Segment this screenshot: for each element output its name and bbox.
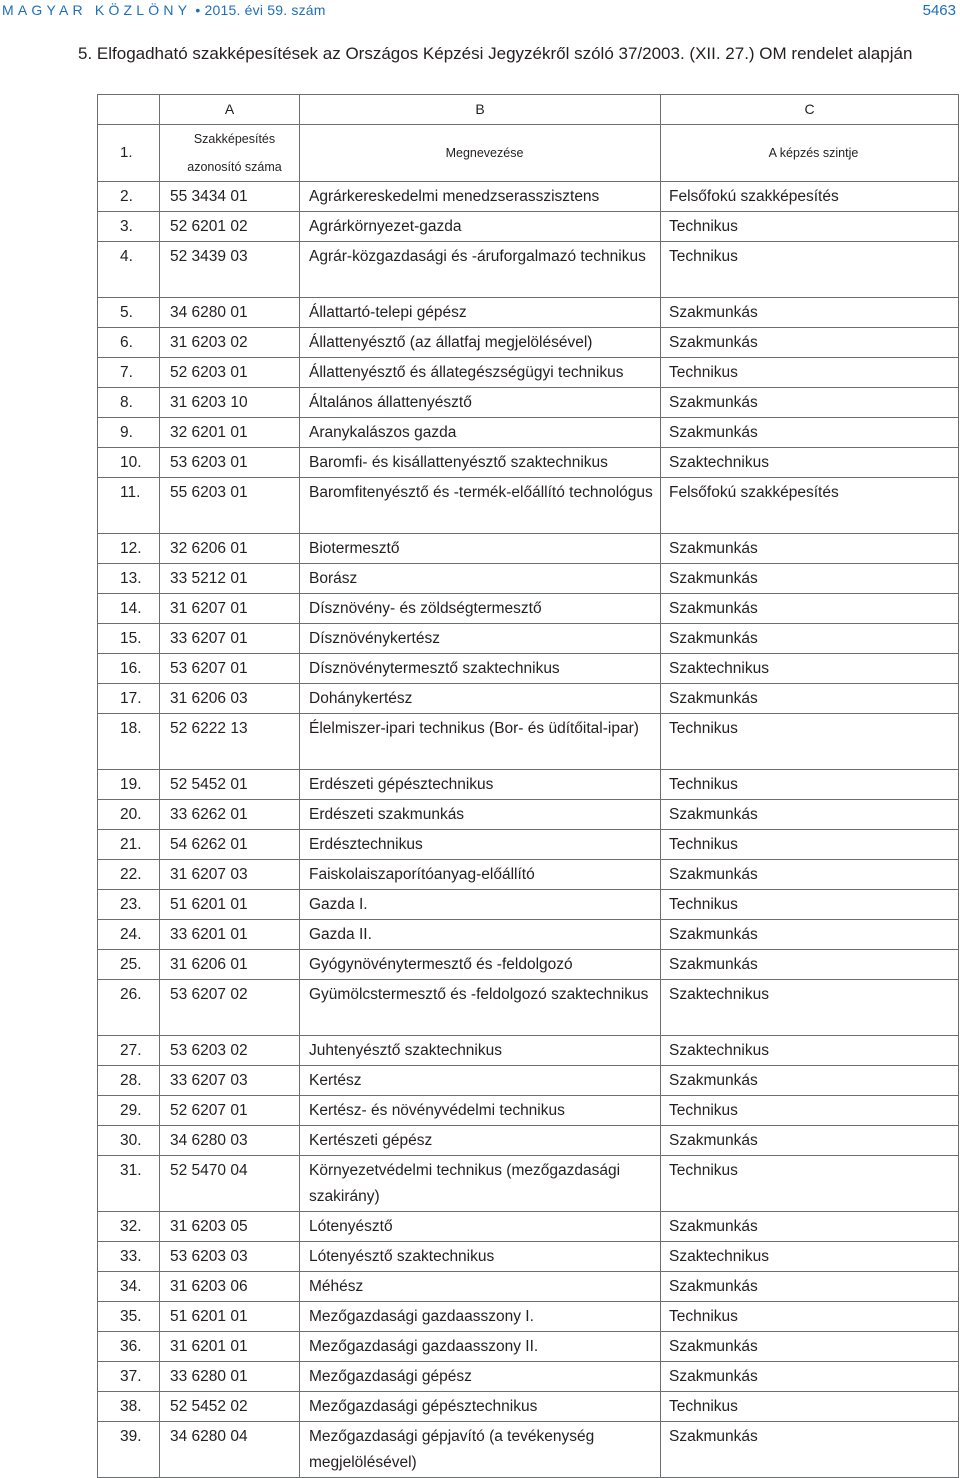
training-level: Szakmunkás xyxy=(661,564,959,594)
journal-title: MAGYAR KÖZLÖNY xyxy=(2,2,192,18)
table-row xyxy=(98,830,959,860)
row-number: 2. xyxy=(98,182,160,212)
qualification-code: 33 6201 01 xyxy=(160,920,300,950)
qualification-name: Agrár-közgazdasági és -áruforgalmazó technikus xyxy=(300,242,661,298)
qualification-name: Baromfitenyésztő és -termék-előállító technológus xyxy=(300,478,661,534)
qualification-name: Dísznövénytermesztő szaktechnikus xyxy=(300,654,661,684)
row-number: 34. xyxy=(98,1272,160,1302)
training-level: Szakmunkás xyxy=(661,534,959,564)
table-row xyxy=(98,448,959,478)
training-level: Szakmunkás xyxy=(661,920,959,950)
training-level: Technikus xyxy=(661,1302,959,1332)
row-number: 21. xyxy=(98,830,160,860)
training-level: Technikus xyxy=(661,1392,959,1422)
qualification-name: Általános állattenyésztő xyxy=(300,388,661,418)
training-level: Felsőfokú szakképesítés xyxy=(661,182,959,212)
training-level: Technikus xyxy=(661,358,959,388)
table-row xyxy=(98,860,959,890)
qualification-code: 31 6207 01 xyxy=(160,594,300,624)
qualification-name: Mezőgazdasági gépjavító (a tevékenység megjelölésével) xyxy=(300,1422,661,1478)
row-number: 19. xyxy=(98,770,160,800)
qualification-code: 54 6262 01 xyxy=(160,830,300,860)
qualification-code: 53 6207 01 xyxy=(160,654,300,684)
table-row xyxy=(98,182,959,212)
page-number: 5463 xyxy=(922,2,956,19)
qualification-name: Mezőgazdasági gépésztechnikus xyxy=(300,1392,661,1422)
qualification-name: Gazda II. xyxy=(300,920,661,950)
qualification-code: 52 6207 01 xyxy=(160,1096,300,1126)
training-level: Technikus xyxy=(661,1096,959,1126)
qualification-name: Erdésztechnikus xyxy=(300,830,661,860)
table-row xyxy=(98,1302,959,1332)
row-number: 20. xyxy=(98,800,160,830)
training-level: Szaktechnikus xyxy=(661,980,959,1036)
table-row xyxy=(98,624,959,654)
table-row xyxy=(98,1096,959,1126)
training-level: Szakmunkás xyxy=(661,1066,959,1096)
qualification-name: Mezőgazdasági gazdaasszony I. xyxy=(300,1302,661,1332)
training-level: Szakmunkás xyxy=(661,388,959,418)
row-number: 12. xyxy=(98,534,160,564)
row-number: 23. xyxy=(98,890,160,920)
column-letter-b: B xyxy=(300,95,661,125)
training-level: Szakmunkás xyxy=(661,624,959,654)
qualification-code: 31 6207 03 xyxy=(160,860,300,890)
qualification-name: Gyümölcstermesztő és -feldolgozó szaktechnikus xyxy=(300,980,661,1036)
qualification-code: 33 6280 01 xyxy=(160,1362,300,1392)
table-row xyxy=(98,1242,959,1272)
training-level: Szakmunkás xyxy=(661,594,959,624)
qualification-name: Erdészeti gépésztechnikus xyxy=(300,770,661,800)
table-row xyxy=(98,714,959,770)
qualification-name: Kertészeti gépész xyxy=(300,1126,661,1156)
training-level: Szaktechnikus xyxy=(661,654,959,684)
training-level: Szakmunkás xyxy=(661,328,959,358)
qualification-name: Méhész xyxy=(300,1272,661,1302)
training-level: Technikus xyxy=(661,770,959,800)
training-level: Szakmunkás xyxy=(661,1212,959,1242)
qualification-name: Élelmiszer-ipari technikus (Bor- és üdítőital-ipar) xyxy=(300,714,661,770)
training-level: Szakmunkás xyxy=(661,860,959,890)
column-letter-c: C xyxy=(661,95,959,125)
qualification-code: 34 6280 04 xyxy=(160,1422,300,1478)
qualification-code: 52 6201 02 xyxy=(160,212,300,242)
table-row xyxy=(98,478,959,534)
training-level: Szakmunkás xyxy=(661,950,959,980)
row-number: 17. xyxy=(98,684,160,714)
qualification-code: 52 5452 02 xyxy=(160,1392,300,1422)
row-number: 30. xyxy=(98,1126,160,1156)
training-level: Technikus xyxy=(661,212,959,242)
journal-info xyxy=(2,2,326,18)
training-level: Technikus xyxy=(661,890,959,920)
row-number: 39. xyxy=(98,1422,160,1478)
qualification-name: Biotermesztő xyxy=(300,534,661,564)
training-level: Szakmunkás xyxy=(661,684,959,714)
training-level: Szaktechnikus xyxy=(661,448,959,478)
row-number: 33. xyxy=(98,1242,160,1272)
row-number: 22. xyxy=(98,860,160,890)
row-number: 15. xyxy=(98,624,160,654)
letter-empty-cell xyxy=(98,95,160,125)
header-row-number: 1. xyxy=(98,125,160,182)
qualification-name: Agrárkereskedelmi menedzserasszisztens xyxy=(300,182,661,212)
qualification-code: 32 6206 01 xyxy=(160,534,300,564)
row-number: 7. xyxy=(98,358,160,388)
qualification-name: Környezetvédelmi technikus (mezőgazdasági szakirány) xyxy=(300,1156,661,1212)
row-number: 35. xyxy=(98,1302,160,1332)
row-number: 18. xyxy=(98,714,160,770)
qualification-code: 33 6207 03 xyxy=(160,1066,300,1096)
row-number: 16. xyxy=(98,654,160,684)
qualification-name: Dohánykertész xyxy=(300,684,661,714)
table-row xyxy=(98,1156,959,1212)
table-row xyxy=(98,358,959,388)
qualification-code: 51 6201 01 xyxy=(160,890,300,920)
row-number: 27. xyxy=(98,1036,160,1066)
table-row xyxy=(98,594,959,624)
qualification-code: 34 6280 01 xyxy=(160,298,300,328)
qualification-name: Lótenyésztő szaktechnikus xyxy=(300,1242,661,1272)
qualification-code: 33 5212 01 xyxy=(160,564,300,594)
qualification-code: 51 6201 01 xyxy=(160,1302,300,1332)
table-header-row xyxy=(98,125,959,182)
qualification-name: Gyógynövénytermesztő és -feldolgozó xyxy=(300,950,661,980)
table-row xyxy=(98,298,959,328)
table-row xyxy=(98,328,959,358)
training-level: Szakmunkás xyxy=(661,1332,959,1362)
qualification-code: 33 6207 01 xyxy=(160,624,300,654)
row-number: 28. xyxy=(98,1066,160,1096)
table-row xyxy=(98,1272,959,1302)
row-number: 37. xyxy=(98,1362,160,1392)
table-row xyxy=(98,1392,959,1422)
qualification-code: 55 3434 01 xyxy=(160,182,300,212)
table-row xyxy=(98,564,959,594)
row-number: 11. xyxy=(98,478,160,534)
qualifications-table xyxy=(97,94,958,1478)
qualification-code: 53 6203 03 xyxy=(160,1242,300,1272)
qualification-code: 32 6201 01 xyxy=(160,418,300,448)
qualification-name: Dísznövénykertész xyxy=(300,624,661,654)
table-row xyxy=(98,1036,959,1066)
qualification-code: 52 3439 03 xyxy=(160,242,300,298)
qualification-name: Állattartó-telepi gépész xyxy=(300,298,661,328)
qualification-name: Erdészeti szakmunkás xyxy=(300,800,661,830)
training-level: Szakmunkás xyxy=(661,1272,959,1302)
qualification-code: 31 6203 10 xyxy=(160,388,300,418)
qualification-code: 52 5470 04 xyxy=(160,1156,300,1212)
qualification-name: Dísznövény- és zöldségtermesztő xyxy=(300,594,661,624)
qualification-name: Gazda I. xyxy=(300,890,661,920)
qualification-code: 31 6203 02 xyxy=(160,328,300,358)
qualification-name: Juhtenyésztő szaktechnikus xyxy=(300,1036,661,1066)
qualification-code: 31 6203 05 xyxy=(160,1212,300,1242)
training-level: Technikus xyxy=(661,714,959,770)
table-row xyxy=(98,388,959,418)
table-row xyxy=(98,654,959,684)
table-row xyxy=(98,418,959,448)
row-number: 9. xyxy=(98,418,160,448)
table-row xyxy=(98,684,959,714)
table-row xyxy=(98,1332,959,1362)
qualification-code: 53 6203 01 xyxy=(160,448,300,478)
row-number: 8. xyxy=(98,388,160,418)
qualification-name: Agrárkörnyezet-gazda xyxy=(300,212,661,242)
training-level: Szakmunkás xyxy=(661,418,959,448)
row-number: 24. xyxy=(98,920,160,950)
column-letter-a: A xyxy=(160,95,300,125)
qualification-code: 33 6262 01 xyxy=(160,800,300,830)
row-number: 5. xyxy=(98,298,160,328)
qualification-name: Állattenyésztő (az állatfaj megjelölésével) xyxy=(300,328,661,358)
qualification-name: Kertész- és növényvédelmi technikus xyxy=(300,1096,661,1126)
training-level: Szakmunkás xyxy=(661,1362,959,1392)
qualification-code: 52 6203 01 xyxy=(160,358,300,388)
table-row xyxy=(98,242,959,298)
row-number: 31. xyxy=(98,1156,160,1212)
table-row xyxy=(98,890,959,920)
training-level: Felsőfokú szakképesítés xyxy=(661,478,959,534)
training-level: Szaktechnikus xyxy=(661,1242,959,1272)
journal-separator: • xyxy=(191,2,205,18)
row-number: 13. xyxy=(98,564,160,594)
qualification-code: 31 6206 01 xyxy=(160,950,300,980)
qualification-code: 31 6201 01 xyxy=(160,1332,300,1362)
table-row xyxy=(98,950,959,980)
table-row xyxy=(98,1422,959,1478)
qualification-name: Mezőgazdasági gépész xyxy=(300,1362,661,1392)
qualification-name: Borász xyxy=(300,564,661,594)
qualification-name: Mezőgazdasági gazdaasszony II. xyxy=(300,1332,661,1362)
row-number: 10. xyxy=(98,448,160,478)
table-row xyxy=(98,1066,959,1096)
page-header xyxy=(0,0,960,24)
row-number: 36. xyxy=(98,1332,160,1362)
training-level: Technikus xyxy=(661,242,959,298)
row-number: 14. xyxy=(98,594,160,624)
header-code: Szakképesítés azonosító száma xyxy=(160,125,300,182)
qualification-name: Lótenyésztő xyxy=(300,1212,661,1242)
training-level: Technikus xyxy=(661,1156,959,1212)
section-title: 5. Elfogadható szakképesítések az Országos Képzési Jegyzékről szóló 37/2003. (XII. 27.) OM rendelet alapján xyxy=(78,44,913,63)
row-number: 32. xyxy=(98,1212,160,1242)
row-number: 25. xyxy=(98,950,160,980)
table-row xyxy=(98,1362,959,1392)
table-row xyxy=(98,770,959,800)
qualification-name: Aranykalászos gazda xyxy=(300,418,661,448)
row-number: 26. xyxy=(98,980,160,1036)
row-number: 29. xyxy=(98,1096,160,1126)
table-row xyxy=(98,1212,959,1242)
table-row xyxy=(98,980,959,1036)
training-level: Technikus xyxy=(661,830,959,860)
table-row xyxy=(98,212,959,242)
row-number: 4. xyxy=(98,242,160,298)
qualification-code: 52 6222 13 xyxy=(160,714,300,770)
qualification-name: Állattenyésztő és állategészségügyi technikus xyxy=(300,358,661,388)
qualification-name: Faiskolaiszaporítóanyag-előállító xyxy=(300,860,661,890)
qualification-name: Baromfi- és kisállattenyésztő szaktechnikus xyxy=(300,448,661,478)
qualification-code: 55 6203 01 xyxy=(160,478,300,534)
training-level: Szakmunkás xyxy=(661,1422,959,1478)
training-level: Szakmunkás xyxy=(661,298,959,328)
qualification-code: 31 6203 06 xyxy=(160,1272,300,1302)
table-row xyxy=(98,534,959,564)
qualification-name: Kertész xyxy=(300,1066,661,1096)
qualification-code: 34 6280 03 xyxy=(160,1126,300,1156)
row-number: 6. xyxy=(98,328,160,358)
qualification-code: 31 6206 03 xyxy=(160,684,300,714)
column-letter-row xyxy=(98,95,959,125)
qualification-code: 53 6203 02 xyxy=(160,1036,300,1066)
row-number: 3. xyxy=(98,212,160,242)
qualification-code: 52 5452 01 xyxy=(160,770,300,800)
journal-issue: 2015. évi 59. szám xyxy=(204,2,326,18)
qualification-code: 53 6207 02 xyxy=(160,980,300,1036)
training-level: Szakmunkás xyxy=(661,1126,959,1156)
table-row xyxy=(98,1126,959,1156)
header-level: A képzés szintje xyxy=(661,125,959,182)
header-name: Megnevezése xyxy=(300,125,661,182)
training-level: Szaktechnikus xyxy=(661,1036,959,1066)
row-number: 38. xyxy=(98,1392,160,1422)
table-row xyxy=(98,800,959,830)
table-row xyxy=(98,920,959,950)
training-level: Szakmunkás xyxy=(661,800,959,830)
